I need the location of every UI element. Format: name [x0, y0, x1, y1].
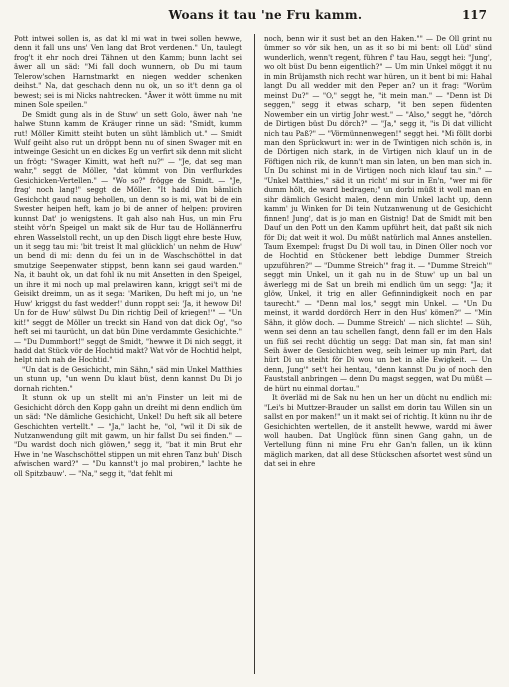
paragraph: noch, benn wir it sust bet an den Haken."" — De Oll grint nu ümmer so vör sik hen, un as it so bi mi bent: oll Lüd' sünd wunderlich, wenn't regent, führen f' tau Hau, seggt hei: "Jung', wo olt büst Du benn eigentlich?" — Um min Unkel möggt it nu in min Brüjamsth nich recht war hüren, un it bent bi mi: Hahal langt Du all wedder mit den Peper an? un it frag: "Worüm meinst Du?" — "O," seggt he, "it mein man." — "Denn ist Di seggen," segg it etwas scharp, "it ben sepen füdenten Nowember ein un virtig Johr west." — "Also," seggt he, "dörch de Dirtigen büst Du dörch?" — "Ja," segg it, "is Di dat villicht nich tau Paß?" — "Vörmünnenwegen!" seggt hei. "Mi föllt dorbi man den Sprückwurt in: wer in de Twintigen nich schön is, in de Dörtigen nich stark, in de Virtigen nich klauf un in de Föftigen nich rik, de kunn't man sin laten, un ben man sich in. Un Du schinst mi in de Virtigen noch nich klauf tau sin." — "Unkel Matthies," säd it un richt' mi sur in En'n, "wer mi för dumm hölt, de ward bedragen;" un dorbi müßt it woll man en sihr dämlich Gesicht malen, denn min Unkel lacht up, denn kamm' ju Winken for Di tein Nutzanwenung ut de Gesichicht finnen! Jung', dat is jo man en Gistnig! Dat de Smidt mit ben Dauf un den Pott un den Kamm upführt heit, dat paßt sik nich för Di; dat weit it wol. Du müßt natürlich mal Annes anstellen. Taum Exempel: frugst Du Di woll tau, in Dinen Oller noch vor de Hochtid en Stückener bett lebdige Dummer Streich upzuführen?" — "Dumme Streich'" frag it. — "Dumme Streich'" seggt min Unkel, un it gah nu in de Stuw' up un bal un äwerlegg mi de Sat un breih mi endlich üm un segg: "Ja; it glöw, Unkel, it trig en aller Gefinnindigkeit noch en par taurecht." — "Denn mal los," seggt min Unkel. — "Un Du meinst, it wardd dordörch Herr in den Hus' kömen?" — "Min Sähn, it glöw doch. — Dumme Streich' — nich slichte! — Süh, wenn sei denn an tau schellen fangt, denn fall er im den Hals un füß sei recht düchtig un segg: Dat man sin, fat man sin! Seih äwer de Gesichichten weg, seih leimer up min Part, dat hürt Di un steiht för Di wou un bet in alle Ewigkeit. — Un denn, Jung'" set't hei hentau, "denn kannst Du jo of noch den Fauststall anbringen — denn Du magst seggen, wat Du müßt — de hürt nu einmal dortau.": [264, 34, 492, 393]
paragraph: "Un dat is de Gesichicht, min Sähn," säd min Unkel Matthies un stunn up, "un wenn Du klaut büst, denn kannst Du Di jo dornah richten.": [14, 364, 242, 393]
page-number: 117: [461, 8, 487, 22]
running-title: Woans it tau 'ne Fru kamm.: [168, 8, 363, 22]
paragraph: It stunn ok up un stellt mi an'n Finster un leit mi de Gesichicht dörch den Kopp gahn un dreiht mi denn endlich üm un säd: "Ne dämliche Gesichicht, Unkel! Du heft sik all betere Geschichten vertellt." — "Ja," lacht he, "ol, "wil it Di sik de Nutzanwendung gilt mit gawm, un hir fallst Du sei finden." — "Du wardst doch nich glöwen," segg it, "bat it min Brut ehr Hwe in 'ne Waschschöttel stippen un mit ehren Tanz buh' Disch afwischen ward?" — "Du kannst't jo mal probiren," lachte he oll Spitzbauw'. — "Na," segg it, "dat fehlt mi: [14, 393, 242, 478]
running-head: [44, 8, 487, 26]
paragraph: De Smidt gung als in de Stuw' un sett Golo, äwer nah 'ne halwe Stunn kamm de Kräuger rinne un säd: "Smidt, kumm rut! Möller Kimitt steiht buten un süht lämblich ut." — Smidt Wulf geiht also rut un dröppt benn nu of sinen Swager mit en intweinge Gesicht un en dickes Eg un verfirt sik denn mit slicht un frögt: "Swager Kimitt, wat heft nu?" — "Je, dat seg man wahr," seggt de Möller, "dat kümmt von Din verflurkdes Gesichicken-Vertellen." — "Wo so?" frögge de Smidt. — "Je, frag' noch lang!" seggt de Möller. "It hadd Din bämlich Gesichcht gaud naug behollen, un denn so is mi, wat bi de ein Swester heipen heft, kam jo bi de anner of helpen: proviren kunnst Dat' jo wenigstens. It gah also nah Hus, un min Fru steiht vör'n Speigel un makt sik de Hur tau de Hollännerfru ehren Wasselstoll recht, un up den Disch liggt ehre beste Huw, un it segg tau mi: 'bit treist It mal glücklich' un nehm de Huw' un bend di mi: denn du fei un in de Waschschöttel in dat smutzige Seepenwater stippst, benn kann sei gaud warden." Na, it bauht ok, un dat fohl ik nu mit Ansetten in den Speigel, un ihre it mi noch up mal prelawiren kann, kriggt sei't mi de Geisikt dreimm, un as it sega: 'Mariken, Du heft mi jo, un 'ne Huw' kriggst du fast wedder!' dunn roppt sei: 'Ja, it hewow Di! Un for de Huw' sülwst Du Din richtig Deil of kriegen!'" — "Un kit!" seggt de Möller un treckt sin Hand von dat dick Og', "so heft sei mi taurücht, un dat bün Dine verdammte Gesichichte." — "Du Dummbort!" seggt de Smidt, "hewwe it Di nich seggt, it hadd dat Stück vör de Hochtid makt? Wat vör de Hochtid helpt, helpt nich nah de Hochtid.": [14, 109, 242, 365]
paragraph: Pott intwei sollen is, as dat kl mi wat in twei sollen hewwe, denn it fall uns uns' Ven lang dat Brot verdenen." Un, taulegt frog't it ehr noch drei Tähnen ut den Kamm; bunn lacht sei äwer all un säd: "Mi fall doch wunnern, ob Du mi taum Telerow'schen Harnstmarkt en niegen wedder schenken deihst." Na, dat geschach denn nu ok, un so it't denn ga ol bewest; sei is mi Nicks nahtrecken. "Äwer it wött ümme nu mit minen Sole speilen.": [14, 34, 242, 110]
column-divider: [254, 34, 255, 674]
right-column: [264, 34, 492, 469]
paragraph: It överläd mi de Sak nu hen un her un dücht nu endlich mi: "Lei's bi Muttzer-Brauder un sallst em dorin tau Willen sin un sallst en por maken!" un it makt sei of richtig. It künn nu ihr de Gesichichten wertellen, de it anstellt hewwe, wardd mi äwer woll hauben. Dat Unglück fünn sinen Gang gahn, un de Vertellung fünn ni mine Fru ehr Gan'n fallen, un ik künn mäglich marken, dat all dese Stückschen afsortet west sünd un dat sei in ehre: [264, 393, 492, 469]
left-column: [14, 34, 242, 478]
